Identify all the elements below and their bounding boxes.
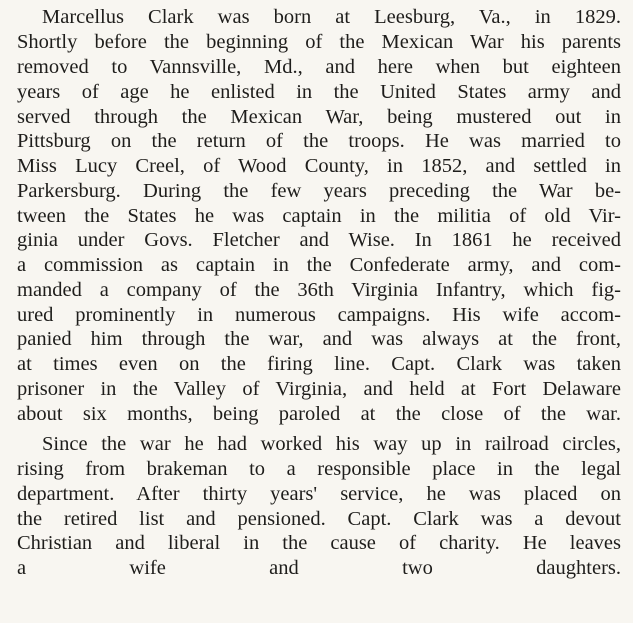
text-line: Marcellus Clark was born at Leesburg, Va., in 1829. — [42, 6, 621, 28]
text-line: Parkersburg. During the few years preceding the War be- — [17, 180, 621, 202]
text-line: department. After thirty years' service, he was placed on — [17, 483, 621, 505]
text-line: manded a company of the 36th Virginia Infantry, which fig- — [17, 279, 621, 301]
text-line: a commission as captain in the Confederate army, and com- — [17, 254, 621, 276]
text-line: served through the Mexican War, being mustered out in — [17, 106, 621, 128]
text-line: ginia under Govs. Fletcher and Wise. In 1861 he received — [17, 229, 621, 251]
text-line: prisoner in the Valley of Virginia, and held at Fort Delaware — [17, 378, 621, 400]
text-line: Since the war he had worked his way up in railroad circles, — [42, 433, 621, 455]
text-line: Miss Lucy Creel, of Wood County, in 1852, and settled in — [17, 155, 621, 177]
text-line: tween the States he was captain in the militia of old Vir- — [17, 205, 621, 227]
text-line: ured prominently in numerous campaigns. His wife accom- — [17, 304, 621, 326]
text-line: about six months, being paroled at the close of the war. — [17, 403, 621, 425]
text-line: a wife and two daughters. — [17, 557, 621, 579]
text-line: Shortly before the beginning of the Mexican War his parents — [17, 31, 621, 53]
text-line: rising from brakeman to a responsible place in the legal — [17, 458, 621, 480]
text-line: years of age he enlisted in the United States army and — [17, 81, 621, 103]
text-line: removed to Vannsville, Md., and here when but eighteen — [17, 56, 621, 78]
text-line: Christian and liberal in the cause of charity. He leaves — [17, 532, 621, 554]
text-line: panied him through the war, and was always at the front, — [17, 328, 621, 350]
text-line: Pittsburg on the return of the troops. He was married to — [17, 130, 621, 152]
text-line: at times even on the firing line. Capt. Clark was taken — [17, 353, 621, 375]
text-line: the retired list and pensioned. Capt. Clark was a devout — [17, 508, 621, 530]
